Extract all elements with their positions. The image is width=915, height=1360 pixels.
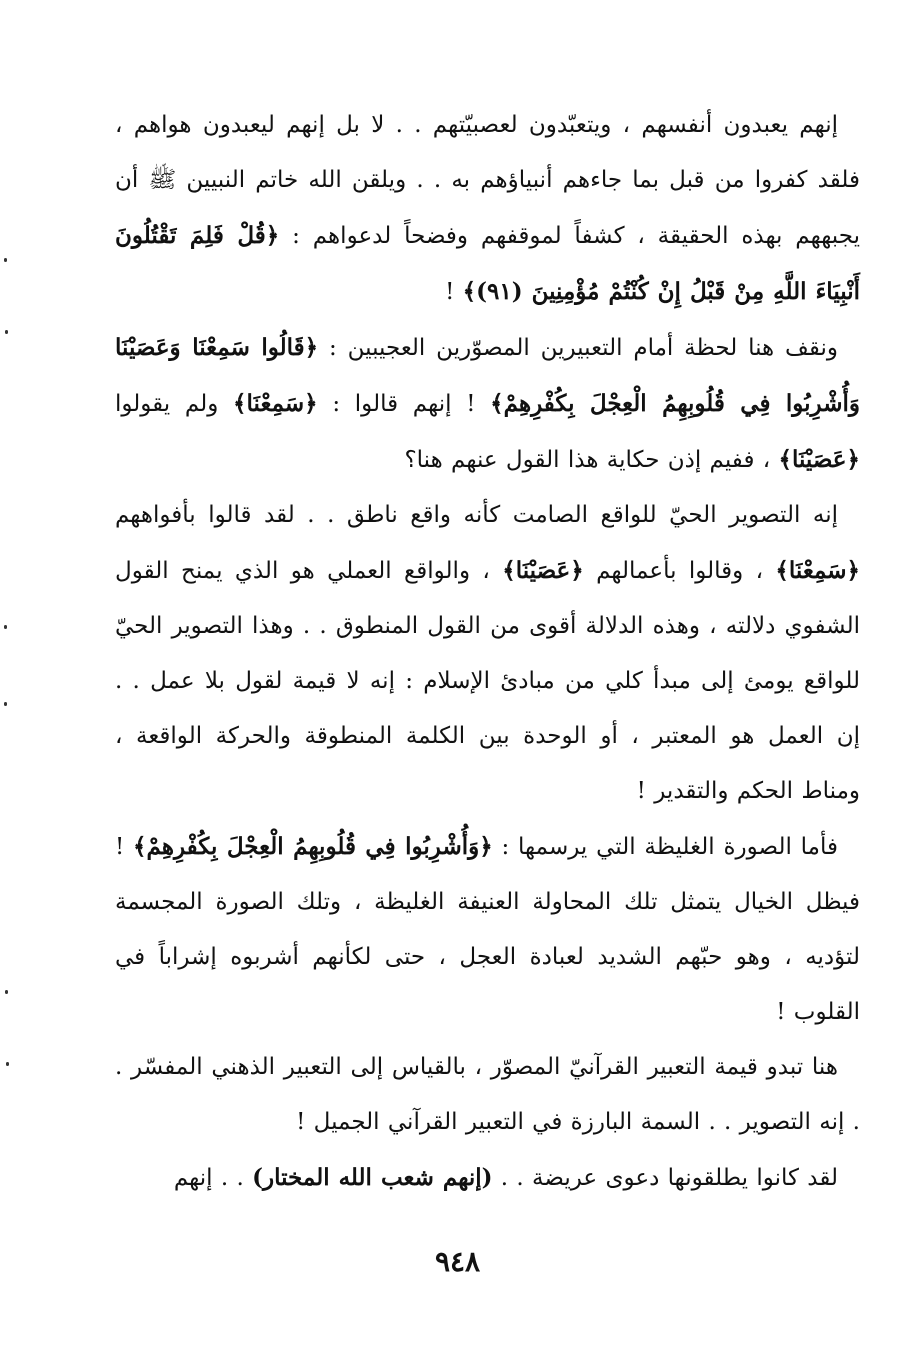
paragraph-1 xyxy=(115,98,860,320)
quran-verse: ﴿سَمِعْنَا﴾ xyxy=(233,390,318,417)
quran-verse: ﴿قَالُوا سَمِعْنَا وَعَصَيْنَا وَأُشْرِبُوا فِي قُلُوبِهِمُ الْعِجْلَ بِكُفْرِهِمْ﴾ xyxy=(115,334,861,417)
paragraph-4 xyxy=(115,819,860,1040)
text-segment: ، ففيم إذن حكاية هذا القول عنهم هنا؟ xyxy=(404,447,779,473)
paragraph-2 xyxy=(115,320,860,488)
text-segment: هنا تبدو قيمة التعبير القرآنيّ المصوّر ، بالقياس إلى التعبير الذهني المفسّر . . إنه التصوير . . السمة البارزة في التعبير القرآني الجميل ! xyxy=(115,1054,860,1135)
quran-verse: ﴿سَمِعْنَا﴾ xyxy=(775,557,860,584)
scan-speck xyxy=(5,990,8,994)
text-segment: ! xyxy=(445,279,463,305)
scan-speck xyxy=(5,330,8,334)
text-segment: لقد كانوا يطلقونها دعوى عريضة . . xyxy=(492,1165,838,1191)
paragraph-5 xyxy=(115,1040,860,1150)
text-segment: إنهم يعبدون أنفسهم ، ويتعبّدون لعصبيّتهم . . لا بل إنهم ليعبدون هواهم ، فلقد كفروا من قبل بما جاءهم أنبياؤهم به . . ويلقن الله خاتم النبيين ﷺ أن يجبههم بهذه الحقيقة ، كشفاً لموقفهم وفضحاً لدعواهم : xyxy=(115,112,860,249)
body-text xyxy=(115,98,860,1206)
text-segment: فأما الصورة الغليظة التي يرسمها : xyxy=(492,834,838,860)
emphasized-phrase: (إنهم شعب الله المختار) xyxy=(252,1164,493,1191)
paragraph-6 xyxy=(115,1150,860,1206)
quran-verse: ﴿عَصَيْنَا﴾ xyxy=(502,557,584,584)
text-segment: ولم يقولوا xyxy=(115,391,234,417)
quran-verse: ﴿وَأُشْرِبُوا فِي قُلُوبِهِمُ الْعِجْلَ بِكُفْرِهِمْ﴾ xyxy=(133,833,493,860)
text-segment: ، والواقع العملي هو الذي يمنح القول الشفوي دلالته ، وهذه الدلالة أقوى من القول المنطوق . . وهذا التصوير الحيّ للواقع يومئ إلى مبدأ كلي من مبادئ الإسلام : إنه لا قيمة لقول بلا عمل . . إن العمل هو المعتبر ، أو الوحدة بين الكلمة المنطوقة والحركة الواقعة ، ومناط الحكم والتقدير ! xyxy=(115,558,860,804)
scan-speck xyxy=(4,625,7,629)
scan-speck xyxy=(4,258,7,262)
page-number: ٩٤٨ xyxy=(434,1245,481,1278)
text-segment: ! إنهم قالوا : xyxy=(317,391,491,417)
scan-speck xyxy=(6,1062,9,1066)
text-segment: إنه التصوير الحيّ للواقع الصامت كأنه واقع ناطق . . لقد قالوا بأفواههم xyxy=(115,502,838,528)
scan-speck xyxy=(4,702,7,706)
text-segment: ونقف هنا لحظة أمام التعبيرين المصوّرين العجيبين : xyxy=(318,335,838,361)
quran-verse: ﴿عَصَيْنَا﴾ xyxy=(778,446,860,473)
text-segment: ! فيظل الخيال يتمثل تلك المحاولة العنيفة الغليظة ، وتلك الصورة المجسمة لتؤديه ، وهو حبّهم الشديد لعبادة العجل ، حتى لكأنهم أشربوه إشراباً في القلوب ! xyxy=(115,834,860,1025)
text-segment: ، وقالوا بأعمالهم xyxy=(583,558,776,584)
quran-verse: ﴿قُلْ فَلِمَ تَقْتُلُونَ أَنْبِيَاءَ اللَّهِ مِنْ قَبْلُ إِنْ كُنْتُمْ مُؤْمِنِينَ (٩١)﴾ xyxy=(115,222,860,305)
text-segment: . . إنهم xyxy=(173,1165,253,1191)
paragraph-3 xyxy=(115,488,860,819)
